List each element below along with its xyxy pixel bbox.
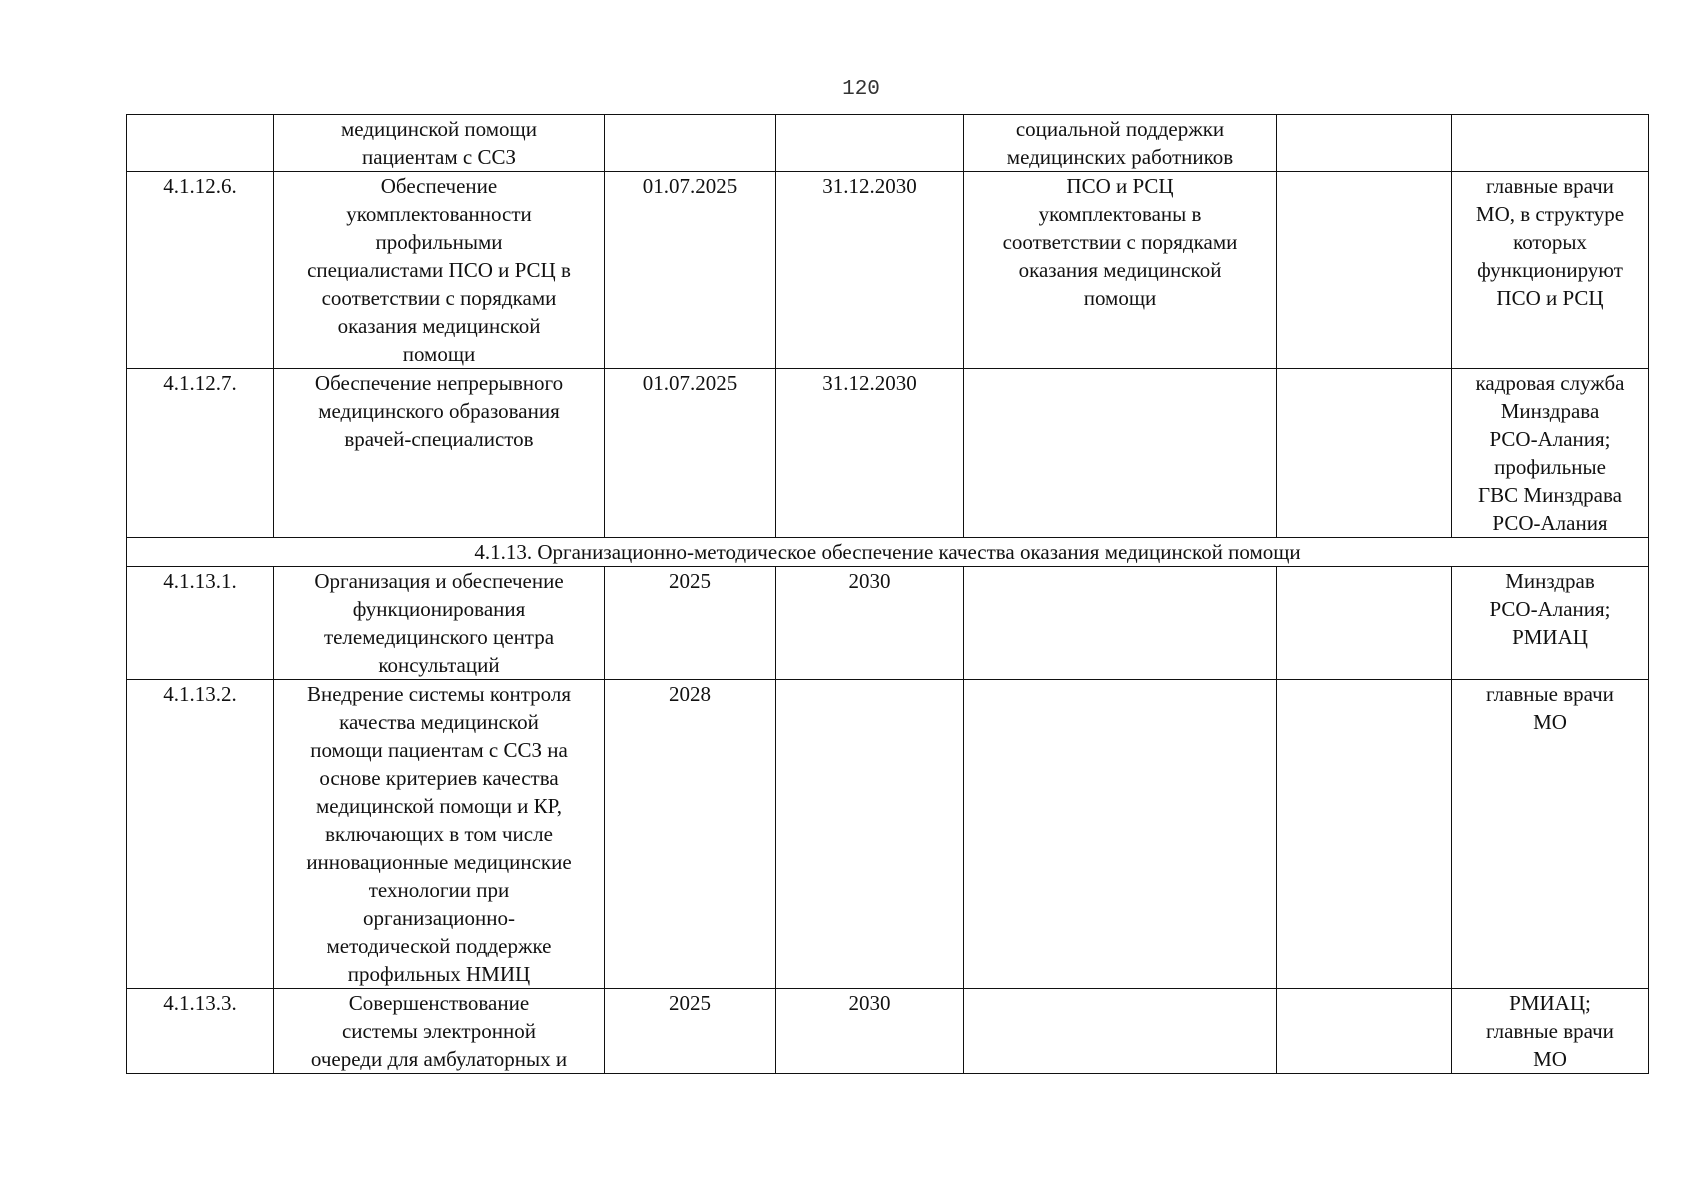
empty-cell bbox=[1277, 567, 1452, 680]
item-number-cell: 4.1.12.6. bbox=[127, 172, 274, 369]
table-row bbox=[127, 369, 1649, 538]
result-cell bbox=[964, 989, 1277, 1074]
end-date-cell: 2030 bbox=[776, 567, 964, 680]
table-row bbox=[127, 680, 1649, 989]
activity-cell: Организация и обеспечение функционирования телемедицинского центра консультаций bbox=[274, 567, 605, 680]
start-date-cell: 2025 bbox=[605, 989, 776, 1074]
table-row bbox=[127, 172, 1649, 369]
responsible-cell: главные врачи МО bbox=[1452, 680, 1649, 989]
responsible-cell: Минздрав РСО-Алания; РМИАЦ bbox=[1452, 567, 1649, 680]
item-number-cell: 4.1.12.7. bbox=[127, 369, 274, 538]
empty-cell bbox=[1277, 369, 1452, 538]
page-number: 120 bbox=[842, 78, 880, 101]
end-date-cell bbox=[776, 115, 964, 172]
empty-cell bbox=[1277, 115, 1452, 172]
start-date-cell: 2028 bbox=[605, 680, 776, 989]
start-date-cell bbox=[605, 115, 776, 172]
table-row bbox=[127, 567, 1649, 680]
item-number-cell bbox=[127, 115, 274, 172]
activity-cell: Совершенствование системы электронной очереди для амбулаторных и bbox=[274, 989, 605, 1074]
activities-table bbox=[126, 114, 1649, 1074]
start-date-cell: 01.07.2025 bbox=[605, 369, 776, 538]
item-number-cell: 4.1.13.2. bbox=[127, 680, 274, 989]
activity-cell: медицинской помощи пациентам с ССЗ bbox=[274, 115, 605, 172]
responsible-cell: главные врачи МО, в структуре которых функционируют ПСО и РСЦ bbox=[1452, 172, 1649, 369]
activity-cell: Обеспечение укомплектованности профильными специалистами ПСО и РСЦ в соответствии с порядками оказания медицинской помощи bbox=[274, 172, 605, 369]
activity-cell: Внедрение системы контроля качества медицинской помощи пациентам с ССЗ на основе критериев качества медицинской помощи и КР, включающих в том числе инновационные медицинские технологии при организационно- методической поддержке профильных НМИЦ bbox=[274, 680, 605, 989]
table-row bbox=[127, 115, 1649, 172]
start-date-cell: 01.07.2025 bbox=[605, 172, 776, 369]
responsible-cell: кадровая служба Минздрава РСО-Алания; профильные ГВС Минздрава РСО-Алания bbox=[1452, 369, 1649, 538]
end-date-cell: 31.12.2030 bbox=[776, 369, 964, 538]
empty-cell bbox=[1277, 172, 1452, 369]
end-date-cell: 2030 bbox=[776, 989, 964, 1074]
item-number-cell: 4.1.13.3. bbox=[127, 989, 274, 1074]
empty-cell bbox=[1277, 989, 1452, 1074]
activity-cell: Обеспечение непрерывного медицинского образования врачей-специалистов bbox=[274, 369, 605, 538]
result-cell bbox=[964, 369, 1277, 538]
table-row bbox=[127, 989, 1649, 1074]
section-heading: 4.1.13. Организационно-методическое обеспечение качества оказания медицинской помощи bbox=[127, 538, 1649, 567]
section-row bbox=[127, 538, 1649, 567]
result-cell bbox=[964, 567, 1277, 680]
responsible-cell: РМИАЦ; главные врачи МО bbox=[1452, 989, 1649, 1074]
result-cell: социальной поддержки медицинских работников bbox=[964, 115, 1277, 172]
end-date-cell bbox=[776, 680, 964, 989]
end-date-cell: 31.12.2030 bbox=[776, 172, 964, 369]
responsible-cell bbox=[1452, 115, 1649, 172]
table-body bbox=[127, 115, 1649, 1074]
result-cell bbox=[964, 680, 1277, 989]
start-date-cell: 2025 bbox=[605, 567, 776, 680]
item-number-cell: 4.1.13.1. bbox=[127, 567, 274, 680]
result-cell: ПСО и РСЦ укомплектованы в соответствии с порядками оказания медицинской помощи bbox=[964, 172, 1277, 369]
empty-cell bbox=[1277, 680, 1452, 989]
